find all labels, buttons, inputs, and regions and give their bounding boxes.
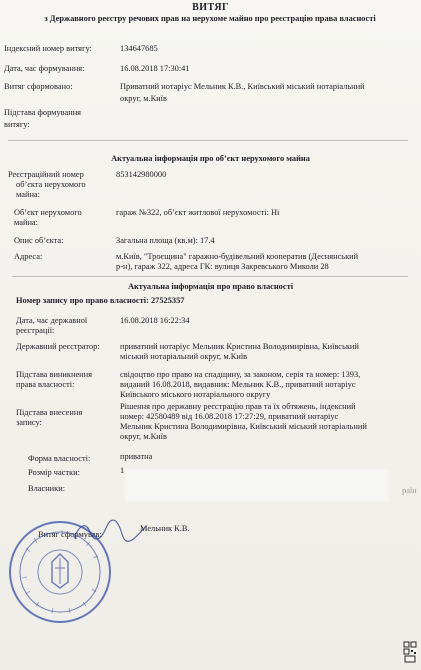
ownership-basis-value-line1: свідоцтво про право на спадщину, за законом, серія та номер: 1393, (120, 370, 361, 379)
entry-basis-value-line2: номер: 42580489 від 16.08.2018 17:27:29, приватний нотаріус (120, 412, 339, 421)
reg-number-label-line3: майна: (16, 190, 40, 199)
reg-number-label-line2: об’єкта нерухомого (16, 180, 86, 189)
prepared-by-label: Витяг сформував: (38, 530, 102, 539)
divider (8, 140, 408, 141)
index-number-value: 134647685 (120, 44, 158, 53)
share-value: 1 (120, 466, 125, 475)
divider (12, 276, 408, 277)
reg-number-value: 853142980000 (116, 170, 167, 179)
notary-stamp (6, 518, 114, 626)
document-subtitle: з Державного реєстру речових прав на нерухоме майно про реєстрацію права власності (44, 14, 376, 23)
qr-code-icon (403, 641, 417, 663)
object-label-line2: майна: (14, 218, 38, 227)
registration-date-label-line1: Дата, час державної (16, 316, 88, 325)
property-section-title: Актуальна інформація про об’єкт нерухомого майна (111, 154, 310, 163)
formed-date-label: Дата, час формування: (4, 64, 85, 73)
entry-basis-value-line3: Мельник Кристина Володимирівна, Київський міський нотаріальний (120, 422, 367, 431)
share-label: Розмір частки: (28, 468, 80, 477)
formed-by-label: Витяг сформовано: (4, 82, 73, 91)
registrar-value-line2: міський нотаріальний округ, м.Київ (120, 352, 248, 361)
redacted-owner-info (126, 470, 388, 500)
entry-basis-value-line1: Рішення про державну реєстрацію прав та їх обтяжень, індексний (120, 402, 356, 411)
basis-label-line1: Підстава формування (4, 108, 82, 117)
basis-label-line2: витягу: (4, 120, 30, 129)
document-title: ВИТЯГ (192, 2, 229, 13)
ownership-record-title: Номер запису про право власності: 27525357 (16, 296, 185, 305)
registration-date-label-line2: реєстрації: (16, 326, 55, 335)
ownership-form-label: Форма власності: (28, 454, 91, 463)
entry-basis-label-line1: Підстава внесення (16, 408, 83, 417)
address-value-line2: р-н), гараж 322, адреса ГК: вулиця Закревського Миколи 28 (116, 262, 329, 271)
owners-label: Власники: (28, 484, 66, 493)
owners-value-tail: раїн (402, 486, 417, 495)
reg-number-label-line1: Реєстраційний номер (8, 170, 84, 179)
ownership-basis-label-line1: Підстава виникнення (16, 370, 92, 379)
registrar-label: Державний реєстратор: (16, 342, 100, 351)
index-number-label: Індексний номер витягу: (4, 44, 92, 53)
entry-basis-label-line2: запису: (16, 418, 42, 427)
entry-basis-value-line4: округ, м.Київ (120, 432, 167, 441)
object-value: гараж №322, об’єкт житлової нерухомості: Ні (116, 208, 280, 217)
formed-by-value-line1: Приватний нотаріус Мельник К.В., Київський міський нотаріальний (120, 82, 365, 91)
formed-by-value-line2: округ, м.Київ (120, 94, 167, 103)
ownership-form-value: приватна (120, 452, 153, 461)
description-label: Опис об’єкта: (14, 236, 64, 245)
formed-date-value: 16.08.2018 17:30:41 (120, 64, 190, 73)
ownership-basis-value-line2: виданий 16.08.2018, видавник: Мельник К.В., приватний нотаріус (120, 380, 356, 389)
ownership-basis-value-line3: Київського міського нотаріального округу (120, 390, 271, 399)
address-label: Адреса: (14, 252, 43, 261)
registration-date-value: 16.08.2018 16:22:34 (120, 316, 190, 325)
address-value-line1: м.Київ, "Троєщина" гаражно-будівельний кооператив (Деснянський (116, 252, 359, 261)
registrar-value-line1: приватний нотаріус Мельник Кристина Володимирівна, Київський (120, 342, 359, 351)
ownership-section-title: Актуальна інформація про право власності (127, 282, 294, 291)
description-value: Загальна площа (кв.м): 17.4 (116, 236, 215, 245)
ownership-basis-label-line2: права власності: (16, 380, 75, 389)
object-label-line1: Об’єкт нерухомого (14, 208, 82, 217)
signer-name: Мельник К.В. (140, 524, 190, 533)
